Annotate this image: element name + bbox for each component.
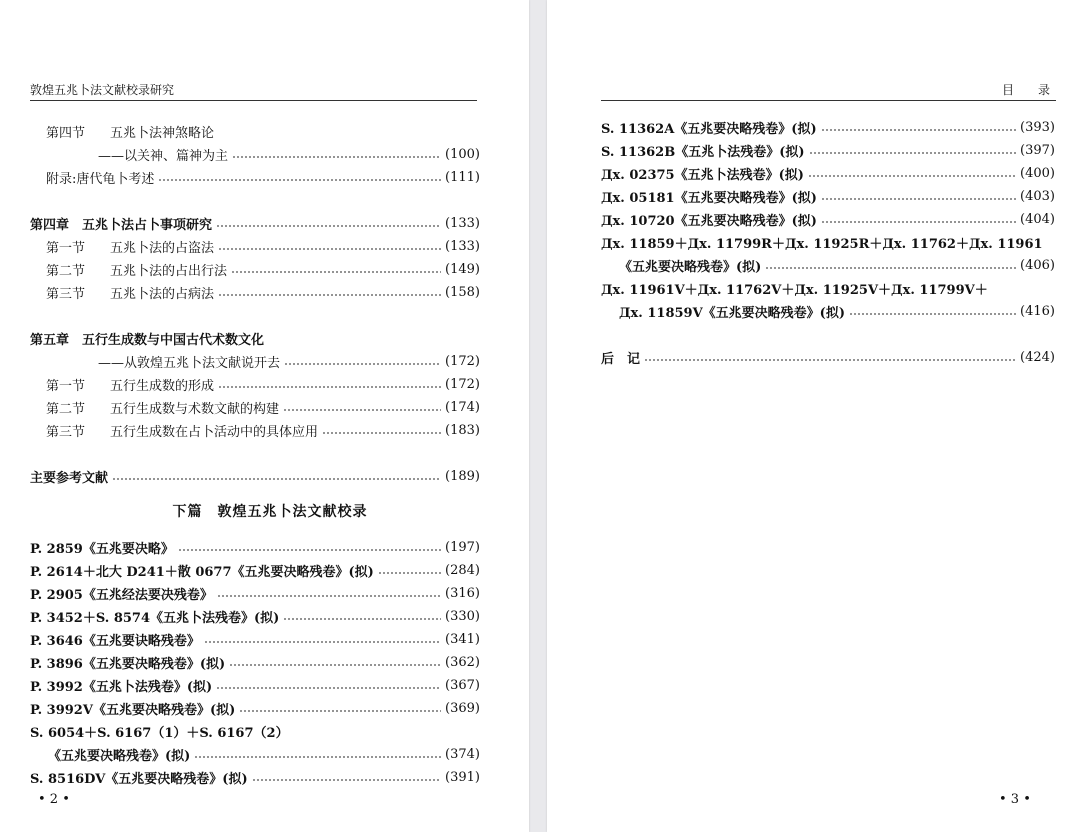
- entry-title: P. 3452＋S. 8574《五兆卜法残卷》(拟): [30, 611, 280, 626]
- running-head: 敦煌五兆卜法文献校录研究: [30, 80, 477, 101]
- entry-title: Дx. 02375《五兆卜法残卷》(拟): [601, 168, 804, 183]
- running-head: 目 录: [601, 80, 1056, 101]
- dot-leader: [821, 221, 1016, 223]
- section-title: 五兆卜法神煞略论: [110, 126, 215, 141]
- toc-entry[interactable]: [30, 281, 480, 304]
- dot-leader: [849, 313, 1016, 315]
- toc-entry[interactable]: [601, 208, 1055, 231]
- chapter-title: 第四章 五兆卜法占卜事项研究: [30, 218, 213, 233]
- entry-title: ——从敦煌五兆卜法文献说开去: [98, 356, 281, 371]
- dot-leader: [218, 248, 441, 250]
- page-number: (391): [445, 770, 480, 785]
- page-number: (133): [445, 239, 480, 254]
- page-number: (172): [445, 377, 480, 392]
- entry-title: Дx. 11961V＋Дx. 11762V＋Дx. 11925V＋Дx. 11799V＋: [601, 283, 988, 298]
- entry-title: S. 11362B《五兆卜法残卷》(拟): [601, 145, 805, 160]
- postscript-title: 后 记: [601, 352, 641, 367]
- page-number: (111): [445, 170, 480, 185]
- toc-chapter[interactable]: [30, 212, 480, 235]
- page-folio: • 2 •: [38, 792, 70, 807]
- toc-entry[interactable]: [601, 116, 1055, 139]
- page-number: (367): [445, 678, 480, 693]
- dot-leader: [284, 363, 441, 365]
- toc-entry[interactable]: [30, 373, 480, 396]
- toc-entry[interactable]: [30, 582, 480, 605]
- dot-leader: [231, 271, 441, 273]
- section-title: 五兆卜法的占病法: [110, 287, 215, 302]
- page-number: (284): [445, 563, 480, 578]
- right-page: [547, 0, 1076, 832]
- page-number: (341): [445, 632, 480, 647]
- dot-leader: [808, 175, 1016, 177]
- entry-title: P. 3992《五兆卜法残卷》(拟): [30, 680, 213, 695]
- entry-title: S. 8516DV《五兆要决略残卷》(拟): [30, 772, 248, 787]
- page-number: (400): [1020, 166, 1055, 181]
- section-title: 五兆卜法的占出行法: [110, 264, 228, 279]
- entry-title: 附录:唐代龟卜考述: [46, 172, 155, 187]
- dot-leader: [283, 409, 441, 411]
- page-number: (403): [1020, 189, 1055, 204]
- toc-entry[interactable]: [30, 720, 480, 743]
- dot-leader: [821, 198, 1016, 200]
- toc-entry[interactable]: [30, 743, 480, 766]
- dot-leader: [229, 664, 441, 666]
- page-number: (330): [445, 609, 480, 624]
- dot-leader: [218, 386, 441, 388]
- toc-entry[interactable]: [601, 185, 1055, 208]
- section-title: 五行生成数与术数文献的构建: [110, 402, 280, 417]
- section-label: 第一节: [46, 241, 86, 256]
- page-number: (100): [445, 147, 480, 162]
- toc-right: [601, 116, 1055, 369]
- references-title: 主要参考文献: [30, 471, 109, 486]
- part-title: 下篇 敦煌五兆卜法文献校录: [172, 504, 368, 520]
- dot-leader: [809, 152, 1017, 154]
- entry-title: P. 2905《五兆经法要决残卷》: [30, 588, 213, 603]
- dot-leader: [216, 687, 441, 689]
- section-title: 五行生成数的形成: [110, 379, 215, 394]
- section-label: 第二节: [46, 264, 86, 279]
- page-number: (397): [1020, 143, 1055, 158]
- page-number: (158): [445, 285, 480, 300]
- page-number: (197): [445, 540, 480, 555]
- page-number: (369): [445, 701, 480, 716]
- dot-leader: [378, 572, 441, 574]
- entry-title: P. 3646《五兆要诀略残卷》: [30, 634, 200, 649]
- dot-leader: [322, 432, 441, 434]
- entry-title: P. 2859《五兆要决略》: [30, 542, 174, 557]
- dot-leader: [252, 779, 441, 781]
- toc-entry[interactable]: [30, 120, 480, 143]
- dot-leader: [216, 225, 441, 227]
- dot-leader: [158, 179, 441, 181]
- page-number: (316): [445, 586, 480, 601]
- left-page: [0, 0, 529, 832]
- dot-leader: [821, 129, 1016, 131]
- dot-leader: [178, 549, 441, 551]
- page-number: (133): [445, 216, 480, 231]
- dot-leader: [232, 156, 441, 158]
- toc-chapter[interactable]: [30, 465, 480, 488]
- toc-entry[interactable]: [30, 350, 480, 373]
- entry-title: 《五兆要决略残卷》(拟): [619, 260, 762, 275]
- toc-entry[interactable]: [30, 166, 480, 189]
- toc-entry[interactable]: [30, 559, 480, 582]
- toc-entry[interactable]: [30, 628, 480, 651]
- entry-title: Дx. 11859＋Дx. 11799R＋Дx. 11925R＋Дx. 11762＋Дx. 11961: [601, 237, 1043, 252]
- section-title: 五兆卜法的占盗法: [110, 241, 215, 256]
- toc-entry[interactable]: [30, 766, 480, 789]
- dot-leader: [218, 294, 441, 296]
- toc-entry[interactable]: [30, 143, 480, 166]
- page-number: (424): [1020, 350, 1055, 365]
- page-number: (189): [445, 469, 480, 484]
- toc-left: [30, 120, 480, 789]
- toc-entry[interactable]: [601, 139, 1055, 162]
- entry-title: Дx. 11859V《五兆要决略残卷》(拟): [619, 306, 845, 321]
- page-number: (406): [1020, 258, 1055, 273]
- toc-entry[interactable]: [601, 162, 1055, 185]
- toc-entry[interactable]: [30, 536, 480, 559]
- dot-leader: [765, 267, 1016, 269]
- toc-entry[interactable]: [30, 258, 480, 281]
- entry-title: S. 6054＋S. 6167（1）＋S. 6167（2）: [30, 726, 289, 741]
- entry-title: Дx. 05181《五兆要决略残卷》(拟): [601, 191, 817, 206]
- chapter-title: 第五章 五行生成数与中国古代术数文化: [30, 333, 265, 348]
- section-label: 第四节: [46, 126, 86, 141]
- entry-title: S. 11362A《五兆要决略残卷》(拟): [601, 122, 817, 137]
- page-number: (149): [445, 262, 480, 277]
- section-label: 第一节: [46, 379, 86, 394]
- section-label: 第三节: [46, 287, 86, 302]
- dot-leader: [283, 618, 441, 620]
- page-number: (183): [445, 423, 480, 438]
- entry-title: ——以关神、篇神为主: [98, 149, 229, 164]
- dot-leader: [239, 710, 441, 712]
- section-title: 五行生成数在占卜活动中的具体应用: [110, 425, 319, 440]
- entry-title: P. 3992V《五兆要决略残卷》(拟): [30, 703, 236, 718]
- dot-leader: [194, 756, 441, 758]
- entry-title: P. 2614＋北大 D241＋散 0677《五兆要决略残卷》(拟): [30, 565, 374, 580]
- entry-title: P. 3896《五兆要决略残卷》(拟): [30, 657, 226, 672]
- dot-leader: [644, 359, 1016, 361]
- page-number: (174): [445, 400, 480, 415]
- page-number: (172): [445, 354, 480, 369]
- toc-entry[interactable]: [601, 300, 1055, 323]
- section-label: 第二节: [46, 402, 86, 417]
- toc-entry[interactable]: [30, 396, 480, 419]
- page-number: (362): [445, 655, 480, 670]
- toc-entry[interactable]: [30, 674, 480, 697]
- section-label: 第三节: [46, 425, 86, 440]
- toc-postscript[interactable]: [601, 346, 1055, 369]
- page-number: (374): [445, 747, 480, 762]
- toc-entry[interactable]: [30, 235, 480, 258]
- toc-entry[interactable]: [30, 651, 480, 674]
- dot-leader: [217, 595, 441, 597]
- dot-leader: [204, 641, 441, 643]
- toc-entry[interactable]: [601, 231, 1055, 254]
- page-number: (393): [1020, 120, 1055, 135]
- toc-entry[interactable]: [601, 277, 1055, 300]
- page-number: (416): [1020, 304, 1055, 319]
- page-folio: • 3 •: [999, 792, 1031, 807]
- dot-leader: [112, 478, 441, 480]
- toc-entry[interactable]: [601, 254, 1055, 277]
- toc-entry[interactable]: [30, 605, 480, 628]
- entry-title: 《五兆要决略残卷》(拟): [48, 749, 191, 764]
- toc-entry[interactable]: [30, 697, 480, 720]
- page-number: (404): [1020, 212, 1055, 227]
- entry-title: Дx. 10720《五兆要决略残卷》(拟): [601, 214, 817, 229]
- toc-chapter[interactable]: [30, 327, 480, 350]
- toc-entry[interactable]: [30, 419, 480, 442]
